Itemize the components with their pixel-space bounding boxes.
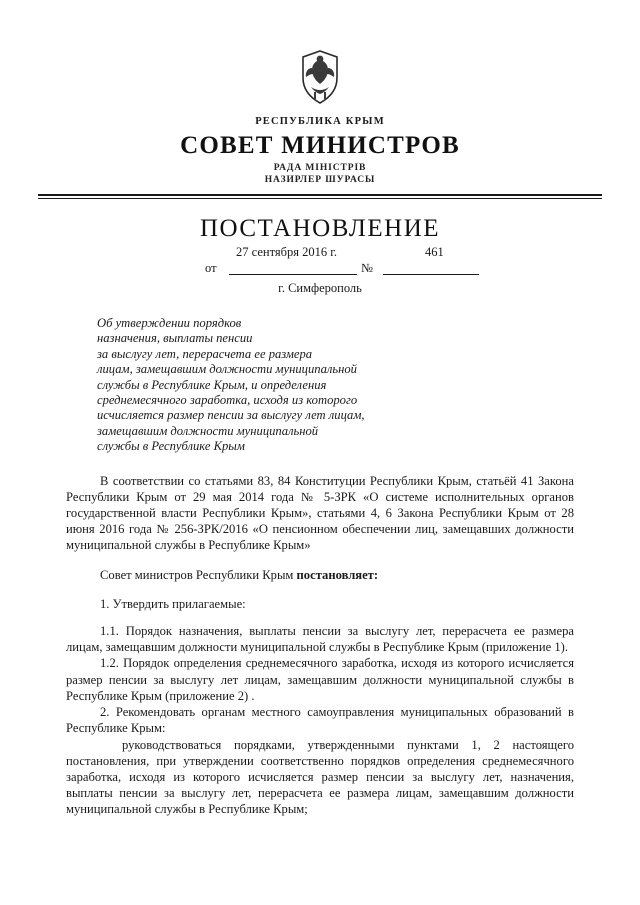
dateline (0, 245, 640, 279)
council-name-ukrainian: РАДА МІНІСТРІВ (273, 163, 367, 173)
document-type-title: ПОСТАНОВЛЕНИЕ (199, 215, 441, 242)
subject-line: службы в Республике Крым, и определения (97, 377, 327, 392)
from-label: от (205, 261, 217, 275)
council-name-crimean-tatar: НАЗИРЛЕР ШУРАСЫ (264, 175, 376, 185)
paragraph-preamble: В соответствии со статьями 83, 84 Конституции Республики Крым, статьёй 41 Закона Республики Крым от 29 мая 2014 года № 5-ЗРК «О системе исполнительных органов государственной власти Республики Крым», статьями 4, 6 Закона Республики Крым от 28 июня 2016 года № 256-ЗРК/2016 «О пенсионном обеспечении лиц, замещавших должности муниципальной службы в Республике Крым» (66, 473, 574, 553)
document-date: 27 сентября 2016 г. (236, 245, 338, 259)
paragraph-item-1-1: 1.1. Порядок назначения, выплаты пенсии за выслугу лет, перерасчета ее размера лицам, замещавшим должности муниципальной службы в Республике Крым (приложение 1). (66, 624, 574, 655)
paragraph-item-2: 2. Рекомендовать органам местного самоуправления муниципальных образований в Республике Крым: (66, 705, 574, 736)
resolution-keyword: постановляет: (296, 567, 379, 582)
date-rule (229, 274, 357, 275)
subject-line: службы в Республике Крым (97, 439, 245, 454)
header-divider (38, 194, 602, 199)
resolution-lead-text: Совет министров Республики Крым (100, 567, 297, 582)
document-number: 461 (425, 245, 444, 259)
subject-line: назначения, выплаты пенсии (97, 331, 253, 346)
paragraph-resolution-lead (66, 567, 574, 583)
city-name: г. Симферополь (278, 281, 362, 295)
council-name: СОВЕТ МИНИСТРОВ (180, 132, 460, 159)
document-body (66, 473, 574, 818)
subject-line: исчисляется размер пенсии за выслугу лет лицам, (97, 408, 365, 423)
subject-line: среднемесячного заработка, исходя из которого (97, 393, 358, 408)
republic-name: РЕСПУБЛИКА КРЫМ (255, 116, 385, 127)
number-rule (383, 274, 479, 275)
document-subject (97, 316, 457, 455)
emblem-container (0, 0, 640, 110)
number-label: № (361, 261, 373, 275)
coat-of-arms-icon (293, 48, 347, 106)
subject-line: за выслугу лет, перерасчета ее размера (97, 346, 313, 361)
subject-line: лицам, замещавшим должности муниципальной (97, 362, 357, 377)
paragraph-item-2-sub: руководствоваться порядками, утвержденными пунктами 1, 2 настоящего постановления, при утверждении соответственно порядков определения среднемесячного заработка, исходя из которого исчисляется размер пенсии за выслугу лет, назначения, выплаты пенсии за выслугу лет, перерасчета ее размера лицам, замещавшим должности муниципальной службы в Республике Крым; (66, 737, 574, 817)
paragraph-item-1: 1. Утвердить прилагаемые: (100, 596, 246, 611)
paragraph-item-1-2: 1.2. Порядок определения среднемесячного заработка, исходя из которого исчисляется размер пенсии за выслугу лет лицам, замещавшим должности муниципальной службы в Республике Крым (приложение 2) . (66, 656, 574, 703)
subject-line: замещавшим должности муниципальной (97, 423, 319, 438)
subject-line: Об утверждении порядков (97, 316, 242, 330)
